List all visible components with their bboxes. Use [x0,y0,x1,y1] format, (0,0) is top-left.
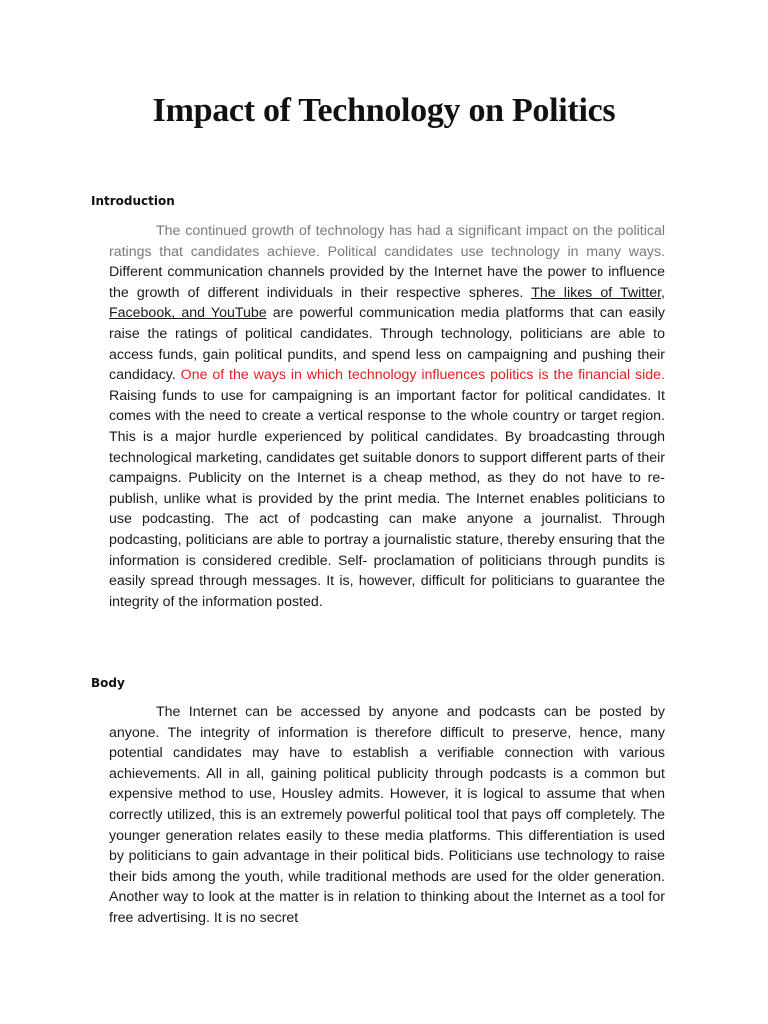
intro-underlined-link[interactable]: The likes of Twitter, Facebook, and YouTube [109,284,665,322]
intro-text-segment: are powerful communication media platforms that can easily raise the ratings of political candidates. Through technology, politicians are able to access funds, gain political pundits, and spend less on campaigning and pushing their candidacy. [109,305,666,384]
section-heading-introduction: Introduction [91,194,175,208]
body-paragraph: The Internet can be accessed by anyone and podcasts can be posted by anyone. The integrity of information is therefore difficult to preserve, hence, many potential candidates may have to establish a verifiable connection with various achievements. All in all, gaining political publicity through podcasts is a common but expensive method to use, Housley admits. However, it is logical to assume that when correctly utilized, this is an extremely powerful political tool that pays off completely. The younger generation relates easily to these media platforms. This differentiation is used by politicians to gain advantage in their political bids. Politicians use technology to raise their bids among the youth, while traditional methods are used for the older generation. Another way to look at the matter is in relation to thinking about the Internet as a tool for free advertising. It is no secret [109,704,665,926]
document-title: Impact of Technology on Politics [152,92,616,129]
intro-red-highlight: One of the ways in which technology influences politics is the financial side. [180,367,665,384]
section-heading-body: Body [91,676,125,690]
introduction-paragraph [109,221,665,612]
intro-text-segment: Raising funds to use for campaigning is an important factor for political candidates. It comes with the need to create a vertical response to the whole country or target region. This is a major hurdle experienced by political candidates. By broadcasting through technological marketing, candidates get suitable donors to support different parts of their campaigns. Publicity on the Internet is a cheap method, as they do not have to re-publish, unlike what is provided by the print media. The Internet enables politicians to use podcasting. The act of podcasting can make anyone a journalist. Through podcasting, politicians are able to portray a journalistic stature, thereby ensuring that the information is considered credible. Self- proclamation of politicians through pundits is easily spread through messages. It is, however, difficult for politicians to guarantee the integrity of the information posted. [109,387,665,610]
intro-text-segment: Different communication channels provided by the Internet have the power to influence the growth of different individuals in their respective spheres. [109,264,665,301]
intro-gray-sentence: The continued growth of technology has had a significant impact on the political ratings that candidates achieve. Political candidates use technology in many ways. [109,223,665,260]
